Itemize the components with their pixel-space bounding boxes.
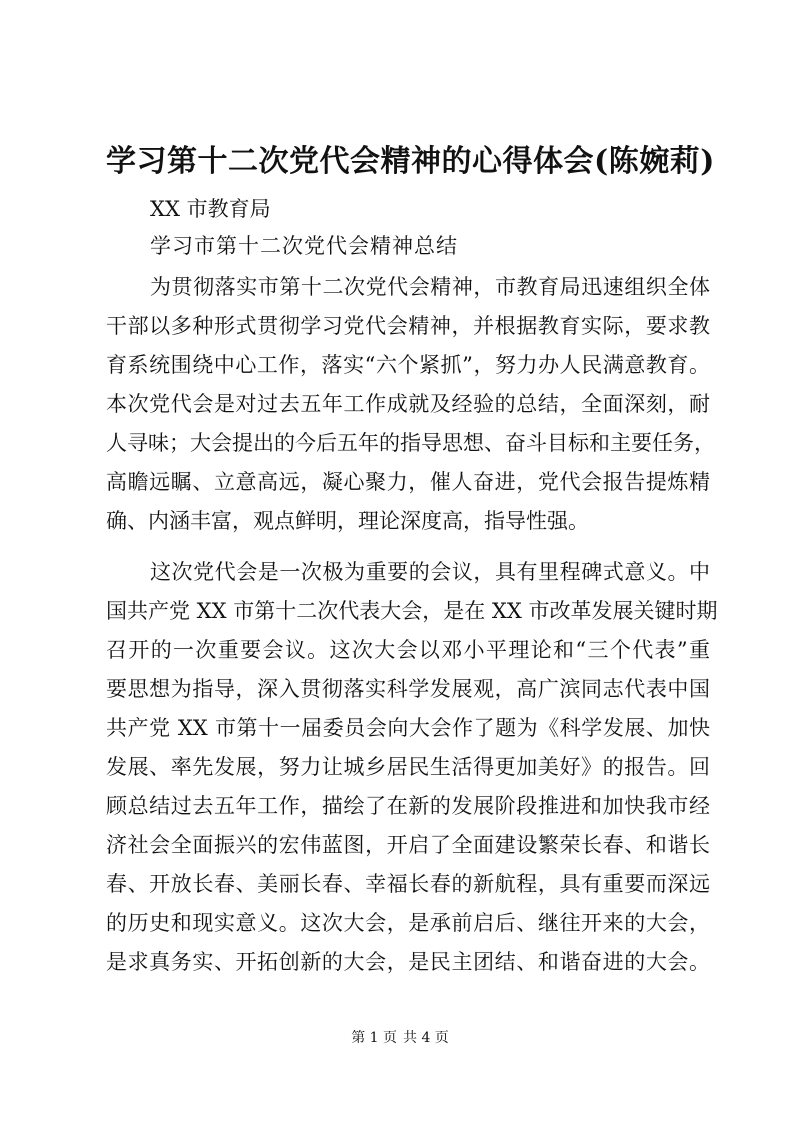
document-title: 学习第十二次党代会精神的心得体会(陈婉莉): [106, 144, 715, 179]
page-total: 共 4 页: [403, 1030, 449, 1046]
paragraph-line: 育系统围绕中心工作，落实“六个紧抓”，努力办人民满意教育。: [106, 353, 710, 377]
page-number: 第 1 页: [351, 1030, 397, 1046]
paragraph-line: 是求真务实、开拓创新的大会，是民主团结、和谐奋进的大会。: [106, 950, 710, 974]
paragraph-line: 本次党代会是对过去五年工作成就及经验的总结，全面深刻，耐: [106, 392, 710, 416]
paragraph-line: 召开的一次重要会议。这次大会以邓小平理论和“三个代表”重: [106, 638, 710, 662]
paragraph-line: 人寻味；大会提出的今后五年的指导思想、奋斗目标和主要任务，: [106, 431, 715, 455]
paragraph-line: 共产党 XX 市第十一届委员会向大会作了题为《科学发展、加快: [106, 716, 710, 740]
paragraph-1: [106, 268, 715, 541]
paragraph-line: 这次党代会是一次极为重要的会议，具有里程碑式意义。中: [150, 560, 710, 584]
paragraph-line: 要思想为指导，深入贯彻落实科学发展观，高广滨同志代表中国: [106, 677, 710, 701]
paragraph-line: 高瞻远瞩、立意高远，凝心聚力，催人奋进，党代会报告提炼精: [106, 470, 710, 494]
paragraph-line: 确、内涵丰富，观点鲜明，理论深度高，指导性强。: [106, 509, 589, 533]
paragraph-line: 的历史和现实意义。这次大会，是承前启后、继往开来的大会，: [106, 911, 710, 935]
paragraph-line: 顾总结过去五年工作，描绘了在新的发展阶段推进和加快我市经: [106, 794, 710, 818]
paragraph-line: 发展、率先发展，努力让城乡居民生活得更加美好》的报告。回: [106, 755, 710, 779]
paragraph-line: 干部以多种形式贯彻学习党代会精神，并根据教育实际，要求教: [106, 314, 710, 338]
organization-name: XX 市教育局: [150, 197, 271, 221]
paragraph-line: 为贯彻落实市第十二次党代会精神，市教育局迅速组织全体: [150, 275, 710, 299]
document-subtitle: 学习市第十二次党代会精神总结: [150, 234, 458, 258]
paragraph-line: 春、开放长春、美丽长春、幸福长春的新航程，具有重要而深远: [106, 872, 710, 896]
page-footer: [0, 1028, 800, 1048]
paragraph-line: 国共产党 XX 市第十二次代表大会，是在 XX 市改革发展关键时期: [106, 599, 718, 623]
paragraph-line: 济社会全面振兴的宏伟蓝图，开启了全面建设繁荣长春、和谐长: [106, 833, 710, 857]
paragraph-2: [106, 553, 718, 982]
